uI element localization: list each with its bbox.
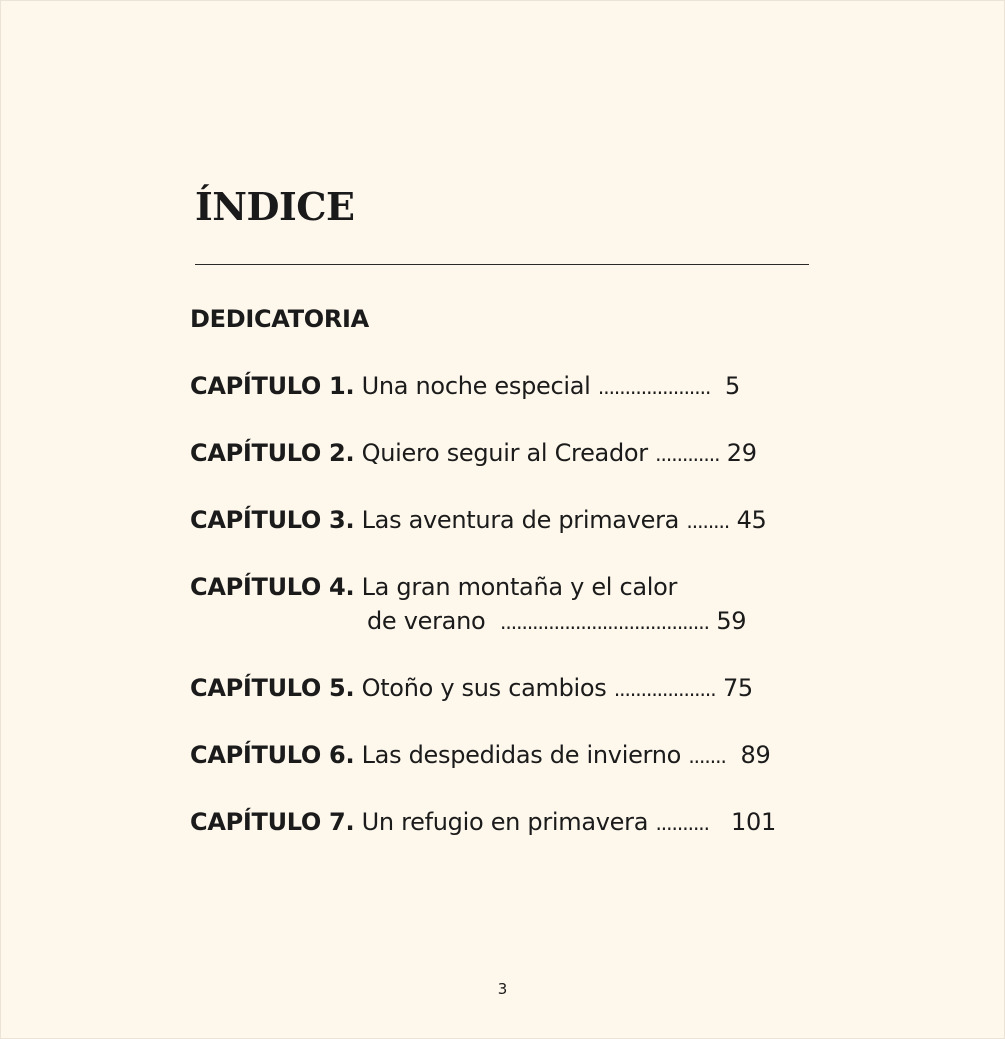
- chapter-label: CAPÍTULO 4.: [190, 573, 355, 601]
- chapter-page-number: 29: [719, 439, 757, 467]
- chapter-label: CAPÍTULO 1.: [190, 372, 355, 400]
- dot-leader: .......................................: [500, 610, 709, 634]
- dot-leader: ...................: [613, 677, 716, 701]
- dot-leader: .....................: [597, 375, 711, 399]
- toc-entry-chapter-5: [190, 671, 753, 706]
- toc-entry-chapter-2: [190, 436, 757, 471]
- toc-entry-chapter-1: [190, 369, 740, 404]
- index-title: ÍNDICE: [195, 184, 355, 229]
- chapter-label: CAPÍTULO 5.: [190, 674, 355, 702]
- chapter-page-number: 45: [729, 506, 767, 534]
- title-divider: [195, 264, 809, 265]
- chapter-label: CAPÍTULO 3.: [190, 506, 355, 534]
- chapter-title: Un refugio en primavera: [354, 808, 656, 836]
- dot-leader: ..........: [655, 811, 710, 835]
- chapter-title: La gran montaña y el calor: [354, 573, 678, 601]
- toc-entry-chapter-6: [190, 738, 770, 773]
- toc-dedication: DEDICATORIA: [190, 305, 369, 333]
- chapter-page-number: 89: [725, 741, 771, 769]
- dot-leader: ........: [686, 509, 730, 533]
- toc-entry-chapter-4-continuation: [367, 604, 746, 639]
- dot-leader: ............: [655, 442, 720, 466]
- chapter-page-number: 101: [709, 808, 776, 836]
- chapter-title: Las aventura de primavera: [354, 506, 687, 534]
- toc-entry-chapter-7: [190, 805, 776, 840]
- chapter-page-number: 59: [708, 607, 747, 635]
- chapter-label: CAPÍTULO 2.: [190, 439, 355, 467]
- chapter-label: CAPÍTULO 6.: [190, 741, 355, 769]
- chapter-title: Otoño y sus cambios: [354, 674, 614, 702]
- dot-leader: .......: [688, 744, 726, 768]
- chapter-title: Quiero seguir al Creador: [354, 439, 656, 467]
- chapter-label: CAPÍTULO 7.: [190, 808, 355, 836]
- page-number: 3: [497, 980, 508, 998]
- chapter-title: Una noche especial: [354, 372, 598, 400]
- chapter-title: Las despedidas de invierno: [354, 741, 689, 769]
- toc-entry-chapter-3: [190, 503, 767, 538]
- chapter-title-continuation: de verano: [367, 607, 501, 635]
- toc-entry-chapter-4: [190, 570, 677, 604]
- chapter-page-number: 75: [715, 674, 753, 702]
- chapter-page-number: 5: [710, 372, 741, 400]
